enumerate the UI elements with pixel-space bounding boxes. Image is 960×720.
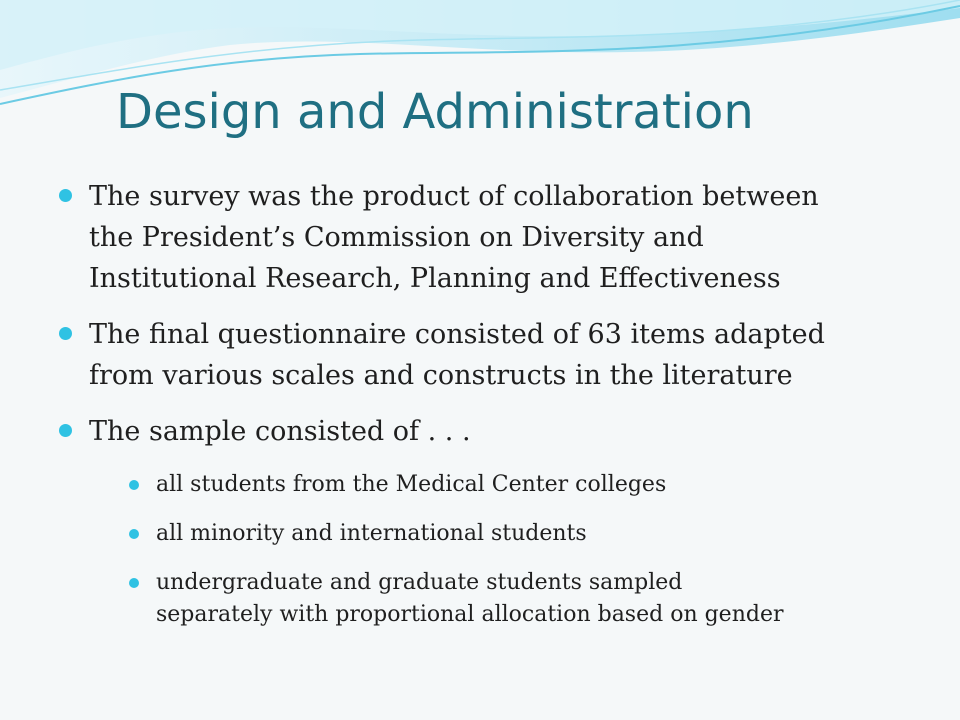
sub-bullet-text-line: all students from the Medical Center colleges (156, 472, 667, 497)
bullet-text-line: from various scales and constructs in the literature (89, 360, 793, 391)
bullet-text-line: The final questionnaire consisted of 63 items adapted (89, 319, 825, 350)
sub-bullet-item-minority-international (89, 518, 938, 550)
sub-bullet-icon (129, 578, 139, 588)
bullet-item-collaboration (58, 176, 938, 299)
sub-bullet-item-undergrad-graduate (89, 567, 938, 631)
bullet-item-questionnaire (58, 314, 938, 396)
sub-bullet-text-line: all minority and international students (156, 521, 587, 546)
bullet-icon (59, 189, 72, 202)
slide-content (58, 176, 938, 648)
bullet-icon (59, 327, 72, 340)
bullet-list (58, 176, 938, 631)
sub-bullet-item-medical-center (89, 469, 938, 501)
bullet-text-line: the President’s Commission on Diversity and (89, 222, 704, 253)
bullet-icon (59, 424, 72, 437)
sub-bullet-text-line: separately with proportional allocation based on gender (156, 602, 784, 627)
bullet-text-line: The sample consisted of . . . (89, 416, 471, 447)
sub-bullet-icon (129, 529, 139, 539)
bullet-text-line: The survey was the product of collaboration between (89, 181, 819, 212)
sub-bullet-text-line: undergraduate and graduate students sampled (156, 570, 683, 595)
sub-bullet-list (89, 469, 938, 631)
sub-bullet-icon (129, 480, 139, 490)
slide-title: Design and Administration (116, 84, 754, 140)
bullet-text-line: Institutional Research, Planning and Effectiveness (89, 263, 781, 294)
bullet-item-sample (58, 411, 938, 631)
